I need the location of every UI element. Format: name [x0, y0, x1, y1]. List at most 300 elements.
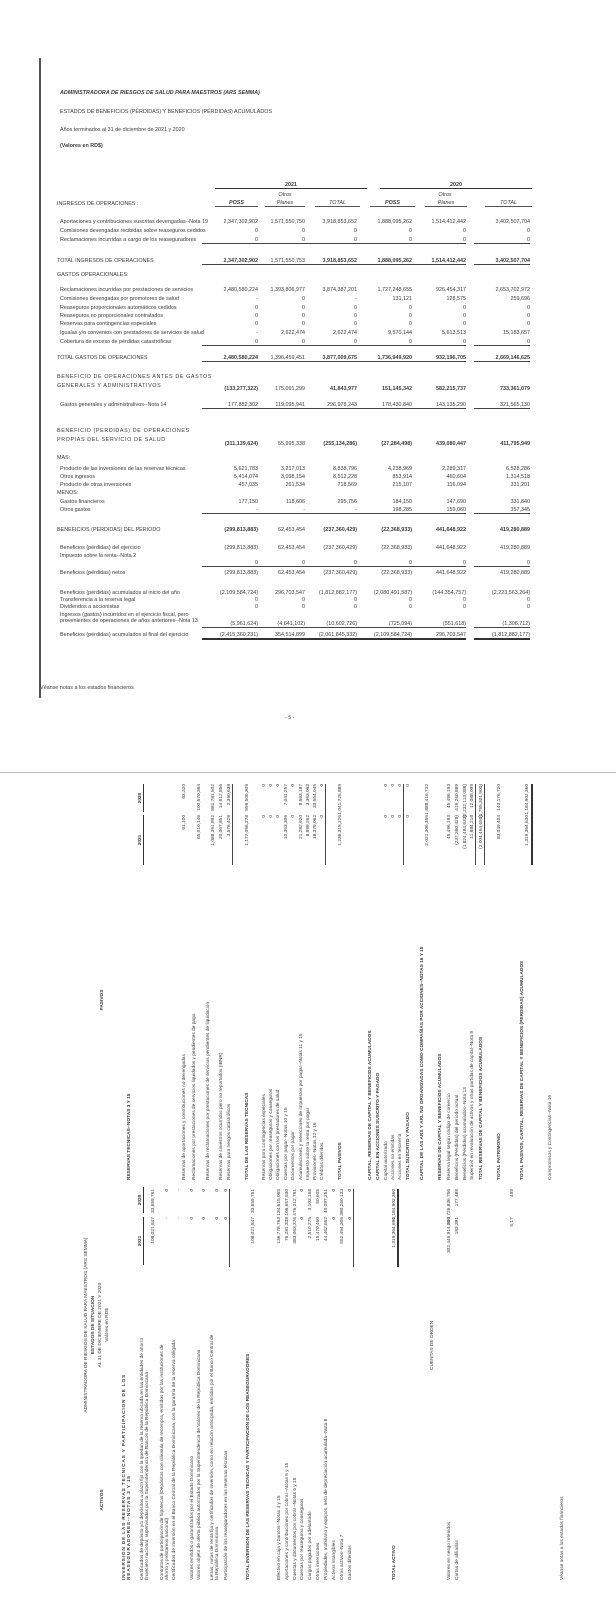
row-value: 582,215,737 [436, 386, 466, 392]
company-title: ADMINISTRADORA DE RIESGOS DE SALUD PARA MAESTROS (ARS SEMMA) [60, 90, 260, 96]
row-value: 321,565,130 [474, 402, 530, 409]
row-value: 0 [255, 228, 258, 234]
row-label: Cargos pagados por adelantado [308, 1511, 313, 1580]
row-value: 0 [302, 305, 305, 311]
row-value: 1,888,095,262 [356, 258, 412, 265]
row-value: 0 [463, 305, 466, 311]
row-value: 5,621,783 [234, 466, 258, 472]
row-label: Beneficios (pérdidas) del ejercicio [60, 545, 141, 551]
row-value: 0 [320, 784, 326, 834]
row-value: 0 [202, 1189, 208, 1192]
row-value: 1,319,364,630 [525, 815, 532, 865]
col-planes-2021: Planes [265, 200, 305, 207]
row-value: 383,063,376 [293, 1217, 298, 1244]
row-value: (237,360,429) [323, 545, 357, 551]
row-value: 0 [300, 1189, 305, 1192]
row-label: Acumulaciones y retenciones de impuestos por pagar--Notas 11 y 15 [299, 1033, 304, 1180]
row-label: Compromisos y Contingencias--Nota 16 [548, 1094, 553, 1180]
row-value: 3,098,154 [281, 474, 305, 480]
row-label: CAPITAL EN ACCIONES SUSCRITO Y PAGADO [376, 1072, 381, 1180]
row-value: 0 [202, 560, 258, 567]
row-label: Reservas para contingencias especiales [60, 321, 157, 327]
row-value: 3,918,853,652 [322, 219, 357, 225]
row-value: 1,396,459,451 [249, 355, 305, 362]
row-label: Letras, notas de renta fija y certificados de inversión, como en relación anticipada, emitidos por el Banco Central de la República Dominicana [210, 1334, 221, 1580]
row-label: TOTAL PATRIMONIO [497, 1133, 502, 1180]
row-value: 0 [276, 815, 281, 818]
row-value: 198,285 [356, 507, 412, 514]
row-value: 136,778,763 [277, 1217, 282, 1244]
row-label: Otros gastos [60, 507, 91, 513]
col-poss-2021: POSS [215, 200, 258, 207]
row-value: - [301, 507, 357, 514]
row-value: 2,510,275 [308, 1217, 313, 1239]
row-label: Cuentas y documentos por cobrar--Notas 6 y 15 [293, 1477, 298, 1580]
row-value: 0 [255, 604, 258, 610]
row-value: 0 [302, 228, 305, 234]
row-value: 0 [406, 815, 411, 818]
row-value: 0 [202, 237, 258, 244]
row-label: Capital autorizado [384, 1141, 389, 1180]
row-value: 0 [409, 321, 412, 327]
row-value: 7,041,257 [284, 784, 289, 806]
row-label: Reclamaciones incurridas a cargo de los reaseguradores [60, 237, 197, 243]
row-value: 1,184,902,360 [392, 1189, 399, 1239]
row-value: 1,736,949,920 [356, 355, 412, 362]
row-value: 0 [354, 313, 357, 319]
company-title: ADMINISTRADORA DE RIESGOS DE SALUD PARA MAESTROS (ARS SEMMA) [84, 1237, 89, 1413]
row-label: Ingresos (gastos) incurridos en el ejercicio fiscal, pero provenientes de operaciones de años anteriores--Nota 13 [60, 612, 198, 624]
row-value: 0 [354, 305, 357, 311]
row-value: 0 [527, 313, 530, 319]
row-value: 2,347,302,902 [202, 258, 258, 265]
row-value: 0 [527, 597, 530, 603]
row-value: 0 [409, 228, 412, 234]
row-label: RESERVAS TECNICAS--NOTAS 3 Y 15 [127, 1093, 132, 1180]
row-value: 131,121 [392, 296, 412, 302]
row-value: 0 [190, 1217, 195, 1220]
row-value: 261,534 [285, 482, 305, 488]
row-label: TOTAL DE LAS RESERVAS TECNICAS [245, 1092, 250, 1180]
row-value: 177,882,302 [202, 402, 258, 409]
row-value: 2,289,317 [442, 466, 466, 472]
row-value: 44,462,652 [324, 1217, 329, 1242]
row-value: 419,260,889 [455, 784, 460, 811]
row-label: Otros activos--Nota 7 [340, 1534, 345, 1580]
row-value: 0 [406, 784, 411, 787]
row-value: 1,514,412,442 [431, 219, 466, 225]
row-value: - [256, 296, 258, 302]
row-value: 3,877,009,675 [301, 355, 357, 362]
row-value: 0 [269, 784, 274, 787]
row-value: 2,390,638 [227, 784, 233, 834]
page-number: - 5 - [285, 715, 295, 721]
row-value: 178,430,840 [356, 402, 412, 409]
row-value: 6,528,286 [506, 466, 530, 472]
row-value: 0 [255, 321, 258, 327]
row-value: 63,320 [182, 784, 187, 799]
row-value: 108,021,847 [251, 1217, 257, 1244]
row-value: 419,280,889 [500, 545, 530, 551]
row-value: 439,080,447 [436, 441, 466, 447]
row-value: 1,041,725,889 [338, 784, 343, 815]
assets-year-2020: 2020 [138, 1187, 144, 1213]
row-value: 476,312,751 [293, 1189, 298, 1216]
row-value: 183,391 [455, 1217, 460, 1235]
section-label: CUENTAS DE ORDEN [430, 1320, 435, 1370]
row-value: (27,284,498) [381, 441, 412, 447]
row-label: Reaseguros proporcionales automáticos cedidos [60, 305, 177, 311]
row-value: 0 [224, 1217, 230, 1267]
row-value: 21,282,920 [299, 815, 304, 840]
row-value: 380,260,133 [340, 1189, 345, 1216]
row-value: 295,756 [337, 499, 357, 505]
row-value: 331,840 [510, 499, 530, 505]
page-edge [39, 58, 41, 698]
row-label: TOTAL PASIVOS [338, 1142, 343, 1180]
row-value: 1,888,095,262 [377, 219, 412, 225]
row-value: (551,618) [410, 621, 466, 628]
row-value: - [249, 507, 305, 514]
col-other-top-2021: Otros [278, 192, 292, 198]
row-value: 1,514,412,442 [410, 258, 466, 265]
row-value: 460,604 [446, 474, 466, 480]
row-value: (1,755,301,900) [479, 784, 485, 834]
row-label: Reservas de siniestros ocurridos pero no reportados (IBNR) [219, 1052, 224, 1180]
row-value: 0 [269, 815, 274, 818]
row-label: Reservas de reclamaciones por prestaciones de servicios pendientes de liquidación [206, 1001, 211, 1180]
row-label: Participación de los reaseguradores en las reservas técnicas [224, 1450, 229, 1580]
row-value: (237,360,429) [323, 570, 357, 576]
row-label: Igualas y/o convenios con prestadores de servicios de salud [60, 330, 204, 336]
row-value: 143,176,720 [497, 784, 502, 811]
row-value: (22,368,933) [381, 570, 412, 576]
row-value: (237,360,429) [455, 815, 460, 845]
row-value: (10,602,726) [301, 621, 357, 628]
row-value: 1,236,315,226 [338, 815, 343, 846]
row-label: Reserva legal según código de comercio [447, 1093, 452, 1180]
row-value: 0 [202, 339, 258, 346]
row-value: (144,354,757) [432, 590, 466, 596]
row-value: 0 [348, 1189, 354, 1239]
row-value: 0 [463, 597, 466, 603]
row-value: 302,446,914,000 [447, 1217, 452, 1254]
row-value: 0 [354, 597, 357, 603]
row-value: 1,319,364,690 [392, 1217, 399, 1267]
row-label: Otros ingresos [60, 474, 96, 480]
row-value: 0 [291, 815, 296, 818]
row-value: 177,489 [455, 1189, 460, 1207]
row-value: (22,368,933) [381, 545, 412, 551]
row-value: (237,360,429) [323, 527, 357, 533]
row-value: (2,109,584,724) [356, 632, 412, 640]
row-value: 0 [354, 228, 357, 234]
row-label: Reclamaciones incurridas por prestaciones de servicios [60, 287, 194, 293]
year-2020: 2020 [380, 182, 532, 189]
row-value: (133,277,322) [224, 386, 258, 392]
row-label: Cartas de afiliados [455, 1540, 460, 1580]
row-value: 8,563,187 [299, 784, 304, 806]
row-value: 5,613,513 [442, 330, 466, 336]
row-label: Otras inversiones [316, 1542, 321, 1580]
row-value: 0 [410, 237, 466, 244]
row-value: 457,035 [238, 482, 258, 488]
row-label: Cobertura de exceso de pérdidas catastróficas [60, 339, 172, 345]
row-value: - [256, 330, 258, 336]
row-value: (1,824,484,633) [463, 815, 468, 849]
row-label: Cuentas por reaseguros y coaseguros [300, 1498, 305, 1580]
row-value: 926,454,317 [436, 287, 466, 293]
row-value: 0 [527, 604, 530, 610]
row-value: 0 [165, 1189, 171, 1192]
row-label: Beneficios (pérdidas) acumulados al final del ejercicio [60, 632, 189, 638]
row-value: (2,004,464,650) [479, 815, 485, 865]
row-value: 0 [301, 237, 357, 244]
row-value: 215,107 [392, 482, 412, 488]
row-value: - [177, 1189, 183, 1191]
footnote: Véanse notas a los estados financieros [560, 1496, 565, 1580]
row-value: 8,999,262 [306, 815, 311, 837]
period: AL 31 DE DICIEMBRE DE 2021 Y 2020 [98, 1282, 103, 1368]
row-label: MENOS: [57, 490, 79, 496]
row-value: 733,361,079 [500, 386, 530, 392]
row-value: 296,703,547 [275, 590, 305, 596]
row-value: (299,813,883) [224, 527, 258, 533]
row-label: Activos intangibles [332, 1540, 337, 1580]
row-value: 357,345 [474, 507, 530, 514]
row-label: TOTAL GASTOS DE OPERACIONES [57, 355, 148, 361]
row-label: Beneficios (pérdidas) acumulados al inicio del año [60, 590, 180, 596]
row-value: 718,569 [337, 482, 357, 488]
row-value: 3,217,013 [281, 466, 305, 472]
row-value: 76,281,338 [285, 1217, 290, 1242]
row-label: Transferencia a la reserva legal [60, 597, 136, 603]
row-value: - [165, 1217, 171, 1219]
row-value: (2,061,845,332) [301, 632, 357, 640]
row-value: 40,097,251 [324, 1189, 329, 1214]
row-value: 33,564,045 [313, 784, 318, 809]
row-value: 0 [474, 237, 530, 244]
row-value: 0 [302, 604, 305, 610]
row-value: 45,496,193 [447, 815, 452, 840]
row-value: 0 [409, 604, 412, 610]
row-label: Beneficios (Pérdidas) acumulados--Nota 13 [463, 1087, 468, 1180]
row-value: 441,648,922 [436, 570, 466, 576]
row-value: 999,506,309 [245, 784, 250, 811]
row-label: TOTAL RESERVAS DE CAPITAL Y BENEFICIOS ACUMULADOS [479, 1036, 484, 1180]
row-label: Impuesto sobre la renta--Nota 2 [60, 553, 137, 559]
row-value: (255,134,286) [323, 441, 357, 447]
row-value: 2,622,474 [281, 330, 305, 336]
row-label: Producto de otras inversiones [60, 482, 132, 488]
row-value: 0 [302, 597, 305, 603]
row-value: 62,453,454 [278, 545, 305, 551]
row-value: 12,088,099 [470, 784, 476, 834]
currency: (Valores en RD$) [60, 143, 103, 149]
row-value: 331,201 [510, 482, 530, 488]
row-value: 5,1T [510, 1217, 515, 1227]
row-value: 2,021,306,355 [425, 815, 431, 846]
row-value: 15,470,460 [316, 1217, 321, 1242]
row-label: Valores en riesgo retenidos [447, 1521, 452, 1580]
row-value: 0 [410, 339, 466, 346]
row-value: 0 [354, 604, 357, 610]
row-label: Superávit en revaluación de activos y otras partidas de capital--Nota 9 [470, 1030, 475, 1180]
row-value: 1,571,550,753 [249, 258, 305, 265]
row-value: 0 [255, 313, 258, 319]
row-value: 932,196,705 [410, 355, 466, 362]
row-label: INVERSION DE LAS RESERVAS TECNICAS Y PARTICIPACION DE LOS REASEGURADORES--NOTAS 3 Y 15 [122, 1373, 133, 1580]
statement-title: ESTADOS DE SITUACION [91, 1295, 96, 1355]
row-value: 18,379,062 [313, 815, 318, 840]
row-value: 0 [320, 815, 326, 865]
row-value: 0 [262, 815, 267, 818]
row-value: 1,571,550,750 [270, 219, 305, 225]
liabilities-year-2020: 2020 [138, 784, 144, 812]
row-value: 0 [474, 560, 530, 567]
row-label: Comisiones devengadas recibidas sobre reaseguros cedidos [60, 228, 206, 234]
row-value: - [177, 1217, 183, 1219]
row-value: 0 [409, 305, 412, 311]
row-value: 143,135,290 [410, 402, 466, 409]
row-value: 0 [384, 815, 389, 818]
row-label: Propiedades, mobiliario y equipos, neto de depreciación acumulada--Nota 8 [324, 1418, 329, 1580]
row-value: 177,150 [238, 499, 258, 505]
row-label: Reclamaciones por prestaciones de servicios liquidados y pendientes de pago [192, 1013, 197, 1180]
row-value: (725,094) [356, 621, 412, 628]
row-value: 1,727,248,655 [377, 287, 412, 293]
row-value: 119,095,941 [249, 402, 305, 409]
row-label: TOTAL INGRESOS DE OPERACIONES [57, 258, 154, 264]
row-value: (4,641,102) [249, 621, 305, 628]
row-value: (299,813,883) [224, 545, 258, 551]
row-label: Valores emitidos o garantizados por el Estado Dominicano [190, 1455, 195, 1580]
row-label: Obligaciones con los prestadores de salud [276, 1089, 281, 1180]
row-label: Comisiones devengadas por promotores de salud [60, 296, 179, 302]
row-value: 159,060 [410, 507, 466, 514]
row-value: 0 [527, 228, 530, 234]
liabilities-year-2021: 2021 [138, 815, 144, 865]
row-value: 65,010,146 [197, 815, 203, 840]
row-value: 333,726,836,756 [447, 1189, 452, 1226]
row-value: 0 [302, 296, 305, 302]
row-value: 151,145,342 [382, 386, 412, 392]
row-value: 419,280,889 [500, 570, 530, 576]
row-label: Aportaciones y contribuciones por cobrar--Notas 5 y 15 [285, 1462, 290, 1580]
row-value: 0 [332, 1189, 337, 1192]
row-label: GASTOS OPERACIONALES: [57, 272, 129, 278]
row-label: BENEFICIOS (PERDIDAS) DEL PERIODO [57, 527, 161, 533]
footnote: Véanse notas a los estados financieros [40, 685, 134, 691]
row-value: 0 [262, 784, 267, 787]
row-value: 296,978,243 [301, 402, 357, 409]
row-value: 100,570,364 [197, 784, 203, 811]
row-value: 106,657,530 [285, 1189, 290, 1216]
row-value: 2,480,580,224 [202, 355, 258, 362]
row-value: 15,183,657 [503, 330, 530, 336]
row-value: 61,100 [182, 815, 187, 830]
row-value: 14,612,856 [219, 784, 224, 809]
row-value: 33,659,761 [251, 1189, 257, 1214]
section-label: INGRESOS DE OPERACIONES : [57, 201, 139, 207]
row-value: 0 [391, 784, 396, 787]
row-label: MAS: [57, 455, 71, 461]
row-label: Reservas para contingencias especiales [262, 1094, 267, 1180]
row-label: BENEFICIO (PERDIDAS) DE OPERACIONES PROPIAS DEL SERVICIO DE SALUD [57, 428, 190, 443]
assets-year-2021: 2021 [138, 1217, 144, 1265]
page-2-balance-sheet [60, 780, 570, 1590]
row-value: 4,238,969 [388, 466, 412, 472]
period: Años terminados al 31 de diciembre de 2021 y 2020 [60, 127, 185, 133]
row-label: Reservas de aportaciones y contribuciones no devengadas [182, 1054, 187, 1180]
row-value: 116,094 [446, 482, 466, 488]
row-value: 20,067,851 [219, 815, 224, 840]
row-value: 45,496,193 [447, 784, 452, 809]
row-value: 259,696 [510, 296, 530, 302]
row-value: 5,414,074 [234, 474, 258, 480]
row-value: - [202, 507, 258, 514]
row-value: 83,049,404 [497, 815, 502, 840]
row-value: 0 [301, 339, 357, 346]
page-separator [0, 772, 616, 773]
row-value: (22,368,933) [381, 527, 412, 533]
row-value: 0 [291, 784, 296, 787]
row-value: 1,088,391,892 [211, 815, 217, 846]
row-value: 0 [302, 321, 305, 327]
row-label: TOTAL SUSCRITO Y PAGADO [406, 1112, 411, 1180]
row-label: Impuesto sobre la renta por pagar [306, 1107, 311, 1180]
row-value: 0 [527, 321, 530, 327]
row-value: 2,622,474 [333, 330, 357, 336]
row-label: Certificados de depósito y/o depósitos a plazo fijo con la quedan de la reserva ubicada en las entidades de ahorro financiero nacional, supervisadas por la Superintendencia de Bancos de la República Dominicana [140, 1337, 151, 1580]
row-value: 354,514,899 [249, 632, 305, 640]
row-value: 1,184,902,360 [525, 784, 532, 834]
row-value: 0 [409, 597, 412, 603]
row-label: Valores objeto de oferta pública autorizados por la Superintendencia de Valores de la República Dominicana [197, 1349, 202, 1580]
row-value: 3,874,387,201 [322, 287, 357, 293]
year-2021: 2021 [215, 182, 367, 189]
currency: Valores en RD$ [105, 1308, 110, 1342]
row-value: 0 [249, 339, 305, 346]
row-value: 0 [354, 321, 357, 327]
row-value: (5,961,624) [202, 621, 258, 628]
row-label: Producto de las inversiones de las reservas técnicas [60, 466, 186, 472]
row-value: (1,812,882,177) [474, 632, 530, 640]
row-value: (2,232,113,088) [463, 784, 468, 818]
row-value: 9,570,144 [388, 330, 412, 336]
row-value: 1,314,518 [506, 474, 530, 480]
col-total-2020: TOTAL [485, 200, 532, 207]
row-value: 499 [510, 1189, 515, 1198]
row-value: 0 [202, 1217, 208, 1220]
row-label: Dividendos a accionistas [60, 604, 120, 610]
row-label: TOTAL INVERSION DE LAS RESERVAS TECNICAS Y PARTICIPACION DE LOS REASEGURADORES [246, 1353, 251, 1580]
row-value: 0 [474, 339, 530, 346]
row-value: (299,813,883) [224, 570, 258, 576]
row-value: 2,347,302,902 [223, 219, 258, 225]
row-value: 1,888,416,732 [425, 784, 431, 815]
row-label: Documentos por pagar [291, 1131, 296, 1180]
row-value: 3,103,168 [308, 1189, 313, 1211]
row-value: 0 [463, 321, 466, 327]
row-value: 175,091,299 [275, 386, 305, 392]
row-label: Gastos financieros [60, 499, 105, 505]
row-value: 2,480,580,224 [223, 287, 258, 293]
row-value: 0 [215, 1189, 221, 1192]
row-label: TOTAL ACTIVO [392, 1545, 397, 1580]
row-value: 419,280,889 [500, 527, 530, 533]
row-value: 2,669,146,625 [474, 355, 530, 362]
